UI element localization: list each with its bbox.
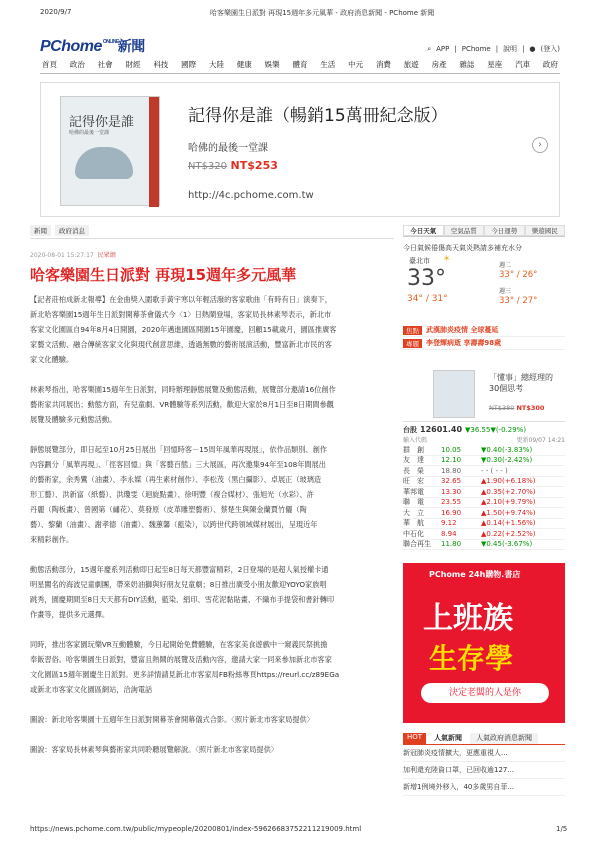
nav-item[interactable]: 星座: [487, 60, 503, 69]
side-book-price: NT$380 NT$300: [489, 404, 545, 412]
ad-title[interactable]: 記得你是誰（暢銷15萬冊紀念版）: [188, 106, 448, 126]
article-line: 家文化體驗。: [30, 355, 74, 364]
article-line: 動態活動部分，15週年慶系列活動即日起至8日每天都豐富精彩，2日登場的是超人氣授權卡通: [30, 565, 329, 574]
stock-cell: 32.65: [441, 477, 462, 486]
side-book-cover: [433, 370, 475, 418]
sun-icon: ☀: [443, 254, 451, 263]
article-line: 靜態展覽部分，即日起至10月25日展出「回憶時客－15周年風華再現展」，依作品類別、創作: [30, 445, 327, 454]
stock-cell: 10.05: [441, 445, 462, 454]
news-item[interactable]: 新增1例境外移入，40多歲男自菲...: [403, 779, 565, 796]
stock-cell: 18.80: [441, 466, 462, 475]
article-line: 圖說：客家局長林素琴與藝術家共同聆聽展覽解說。〈照片新北市客家局提供〉: [30, 745, 278, 754]
stock-cell: 11.80: [441, 540, 462, 549]
stock-change: ▼36.55▼(-0.29%): [465, 425, 527, 434]
article-line: [30, 547, 394, 562]
article-line: [30, 727, 394, 742]
crumb-gov[interactable]: 政府消息: [55, 225, 89, 236]
stock-cell: 聯 電: [403, 498, 424, 507]
article-title: 哈客樂園生日派對 再現15週年多元風華: [30, 266, 297, 284]
tab-popular-gov[interactable]: 人氣政府消息新聞: [470, 733, 538, 744]
article-line: 來精彩創作。: [30, 535, 74, 544]
login-link[interactable]: (登入): [540, 45, 560, 53]
ad-price: NT$320 NT$253: [188, 159, 278, 172]
stock-search-input[interactable]: 輸入代碼: [403, 437, 428, 444]
article-line: 【記者莊柏成新北報導】在金曲獎入圍歌手黃宇寒以年輕活潑的客家歌曲「有時有日」演奏下，: [30, 295, 332, 304]
article-line: [30, 427, 394, 442]
day2-label: 週二: [499, 262, 512, 269]
day3-label: 週三: [499, 288, 512, 295]
article-line: 客家文化園區自94年8月4日開園，2020年邁進園區開園15年園慶，回顧15載歲月，園區推廣客: [30, 325, 337, 334]
nav-item[interactable]: 政府: [542, 60, 558, 69]
stock-cell: 12.10: [441, 456, 462, 465]
stock-row[interactable]: [403, 529, 565, 540]
nav-item[interactable]: 社會: [97, 60, 113, 69]
day3-temp: 33° / 27°: [499, 296, 538, 306]
nav-item[interactable]: 生活: [320, 60, 336, 69]
stock-cell: ▼0.30(-2.42%): [481, 456, 533, 465]
toplink-help[interactable]: 說明: [503, 45, 518, 53]
stock-cell: 13.30: [441, 487, 462, 496]
article-line: 丹麗（陶板畫）、曾國第（繡花）、莫發原（皮革雕塑藝術）、蔡楚生與陳金蘭賈竹儷（陶: [30, 505, 307, 514]
stock-box: [403, 424, 565, 550]
weather-city[interactable]: 臺北市: [409, 257, 430, 265]
hot-topic[interactable]: 焦點 武漢肺炎疫情 全球蔓延: [403, 324, 565, 337]
stock-cell: ▼0.40(-3.83%): [481, 445, 533, 454]
stock-cell: 友 達: [403, 456, 424, 465]
nav-item[interactable]: 雜誌: [459, 60, 475, 69]
article-line: 形工藝）、洪新富（紙藝）、洪瓊雯（迴旋點畫）、徐明豐（複合媒材）、張旭光（水彩）、許: [30, 490, 314, 499]
stock-cell: 16.90: [441, 508, 462, 517]
nav-item[interactable]: 政治: [69, 60, 85, 69]
main-nav: [40, 59, 560, 74]
stock-cell: 大 立: [403, 508, 424, 517]
stock-cell: ▲1.50(+9.74%): [481, 508, 536, 517]
print-date: 2020/9/7: [40, 8, 72, 16]
elephant-illustration: [75, 147, 133, 179]
article-line: 藝）、黎蘭（油畫）、謝孝德（油畫）、魏蕙馨（藍染），以跨世代跨領域媒材展出，呈現近年: [30, 520, 318, 529]
stock-row[interactable]: [403, 498, 565, 509]
pchome-logo[interactable]: PChome$^{ONLINE}$新聞: [40, 38, 145, 55]
nav-item[interactable]: 大陸: [208, 60, 224, 69]
nav-item[interactable]: 消費: [375, 60, 391, 69]
nav-item[interactable]: 國際: [181, 60, 197, 69]
article-line: 同時，推出客家園玩樂VR互動體驗，今日起開始免費體驗，在客家美食遊戲中一窺義民祭挑擔: [30, 640, 328, 649]
article-line: 作畫等，提供多元選擇。: [30, 610, 110, 619]
article-meta: 2020-08-01 15:27:17 民眾網: [30, 252, 116, 259]
popular-news: [403, 733, 565, 796]
stock-row[interactable]: [403, 477, 565, 488]
stock-cell: 中石化: [403, 529, 424, 538]
book-cover-title: 記得你是誰: [69, 115, 135, 130]
ad-subtitle: 哈佛的最後一堂課: [188, 143, 268, 154]
nav-item[interactable]: 科技: [153, 60, 169, 69]
nav-item[interactable]: 中元: [348, 60, 364, 69]
article-line: [30, 697, 394, 712]
nav-item[interactable]: 首頁: [42, 60, 57, 69]
hot-topics: [403, 324, 565, 350]
nav-item[interactable]: 旅遊: [403, 60, 419, 69]
crumb-news[interactable]: 新聞: [30, 225, 51, 236]
footer-url: https://news.pchome.com.tw/public/mypeople/20200801/index-59626683752211219009.html: [30, 825, 362, 833]
toplink-app[interactable]: APP: [436, 45, 450, 53]
stock-date: 更新09/07 14:21: [516, 437, 565, 444]
stock-cell: 9.12: [441, 519, 457, 528]
stock-cell: 8.94: [441, 529, 457, 538]
banner-line1: 上班族: [423, 601, 513, 636]
article-line: [30, 622, 394, 637]
stock-row[interactable]: [403, 456, 565, 467]
article-line: [30, 367, 394, 382]
toplink-pchome[interactable]: PChome: [461, 45, 491, 53]
banner-cta[interactable]: 決定老闆的人是你: [421, 683, 549, 703]
nav-item[interactable]: 汽車: [515, 60, 531, 69]
article-line: 奉飯習俗。哈客樂園生日派對，豐富且熱鬧的展覽及活動內容，邀請大家一同來參加新北市客家: [30, 655, 332, 664]
side-book-title: 「懂事」總經理的30個思考: [489, 373, 553, 393]
stock-cell: 聯合再生: [403, 540, 431, 549]
stock-cell: 華邦電: [403, 487, 424, 496]
article-line: 跳秀，園慶期間至8日天天都有DIY活動，藍染、絹印、雪花泥黏貼畫、不織布手提袋和書針轉印: [30, 595, 335, 604]
print-page-title: 哈客樂園生日派對 再現15週年多元風華 - 政府消息新聞 - PChome 新聞: [210, 9, 435, 17]
article-line: 家藝文活動、融合傳統客家文化與現代創意思維，透過無數的藝術展演活動，豐富新北市民的客: [30, 340, 332, 349]
stock-cell: ▲0.22(+2.52%): [481, 529, 536, 538]
weather-box: [403, 242, 565, 308]
stock-cell: ▲0.14(+1.56%): [481, 519, 536, 528]
nav-item[interactable]: 體育: [292, 60, 308, 69]
nav-item[interactable]: 財經: [125, 60, 141, 69]
article-line: 展覽及體驗多元動態活動。: [30, 415, 117, 424]
stock-row[interactable]: [403, 445, 565, 456]
nav-item[interactable]: 房產: [431, 60, 447, 69]
weather-headline: 今日氣候倦傷高天氣炎熱請多補充水分: [403, 244, 522, 252]
ad-url[interactable]: http://4c.pchome.com.tw: [188, 190, 314, 201]
stock-cell: - - ( - - ): [481, 466, 508, 475]
news-item[interactable]: 新冠肺炎疫情擴大，更應重視人...: [403, 745, 565, 762]
stock-row[interactable]: [403, 487, 565, 498]
next-arrow-icon[interactable]: ›: [532, 137, 548, 153]
search-icon[interactable]: ⌕: [427, 44, 432, 53]
stock-cell: ▲0.35(+2.70%): [481, 487, 536, 496]
article-line: 林素琴指出，哈客樂園15週年生日派對，同時辦理靜態展覽及動態活動，展覽部分邀請16位創作: [30, 385, 336, 394]
article-line: 內容劃分「風華再現」、「徑客回憶」與「客藝百態」三大展區，再次邀集94年至108年間展出: [30, 460, 326, 469]
stock-cell: 23.55: [441, 498, 462, 507]
article-body: [30, 292, 394, 757]
stock-label: 台股: [403, 425, 417, 434]
article-line: 明星闖名的海波兒童劇團，帶來奶油獅與好朋友兒童劇；8日推出廣受小朋友歡迎YOYO家族唱: [30, 580, 327, 589]
footer-page: 1/5: [556, 825, 568, 833]
side-book-ad[interactable]: [403, 366, 565, 422]
news-item[interactable]: 加利還充陸資口罩，已回收逾127...: [403, 762, 565, 779]
shopping-banner[interactable]: [403, 563, 565, 723]
article-line: 圖說：新北哈客樂園十五週年生日派對開幕茶會開幕儀式合影。〈照片新北市客家局提供〉: [30, 715, 314, 724]
stock-row[interactable]: [403, 466, 565, 477]
tab-popular[interactable]: 人氣新聞: [434, 734, 463, 742]
tab-travel[interactable]: 樂遊國民: [525, 225, 566, 236]
tab-fortune[interactable]: 今日運勢: [484, 225, 525, 236]
stock-row[interactable]: [403, 508, 565, 519]
article-line: 新北哈客樂園15週年生日派對開幕茶會儀式今〈1〉日熱鬧登場，客家局長林素琴表示，新北市: [30, 310, 332, 319]
tab-weather[interactable]: 今日天氣: [403, 225, 444, 236]
stock-cell: ▲1.90(+6.18%): [481, 477, 536, 486]
banner-brand: PChome 24h購物.書店: [429, 570, 521, 579]
book-cover[interactable]: [60, 96, 160, 206]
hot-topic[interactable]: 專題 李登輝病逝 享壽壽98歲: [403, 337, 565, 350]
article-line: 的藝術家，余秀鸞（油畫）、李永媒（再生素材創作）、李松茂（黑白攝影）、卓展正（玻璃造: [30, 475, 322, 484]
user-icon: ●: [529, 45, 536, 53]
top-links: ⌕ APP | PChome | 說明 | ● (登入): [427, 44, 560, 53]
article-line: 文化園區15週年園慶生日派對。更多詳情請見新北市客家局FB粉絲專頁https://reurl.cc/z89EGa: [30, 670, 340, 679]
article-line: 或新北市客家文化園區網站，洽詢電話: [30, 685, 153, 694]
banner-line2: 生存學: [429, 642, 514, 675]
stock-index: 12601.40: [420, 425, 463, 434]
tab-air[interactable]: 空氣品質: [444, 225, 485, 236]
stock-cell: 長 榮: [403, 466, 424, 475]
stock-cell: ▼0.45(-3.67%): [481, 540, 533, 549]
weather-temp: 33°: [407, 266, 446, 291]
stock-cell: 群 創: [403, 445, 424, 454]
stock-cell: 旺 宏: [403, 477, 424, 486]
article-line: 藝術家共同展出；動態方面，有兒童劇、VR體驗等系列活動，歡迎大家於8月1日至8日期間參觀: [30, 400, 334, 409]
book-cover-subtitle: 哈佛的最後一堂課: [69, 130, 110, 136]
nav-item[interactable]: 健康: [236, 60, 252, 69]
book-spine: [149, 97, 159, 207]
stock-cell: ▲2.10(+9.79%): [481, 498, 536, 507]
side-tabs: [403, 225, 565, 237]
stock-row[interactable]: [403, 519, 565, 530]
hot-label: HOT: [403, 733, 426, 744]
nav-item[interactable]: 娛樂: [264, 60, 280, 69]
stock-cell: 華 航: [403, 519, 424, 528]
breadcrumb: [30, 225, 394, 239]
day2-temp: 33° / 26°: [499, 270, 538, 280]
weather-range: 34° / 31°: [407, 294, 448, 304]
stock-row[interactable]: [403, 540, 565, 551]
